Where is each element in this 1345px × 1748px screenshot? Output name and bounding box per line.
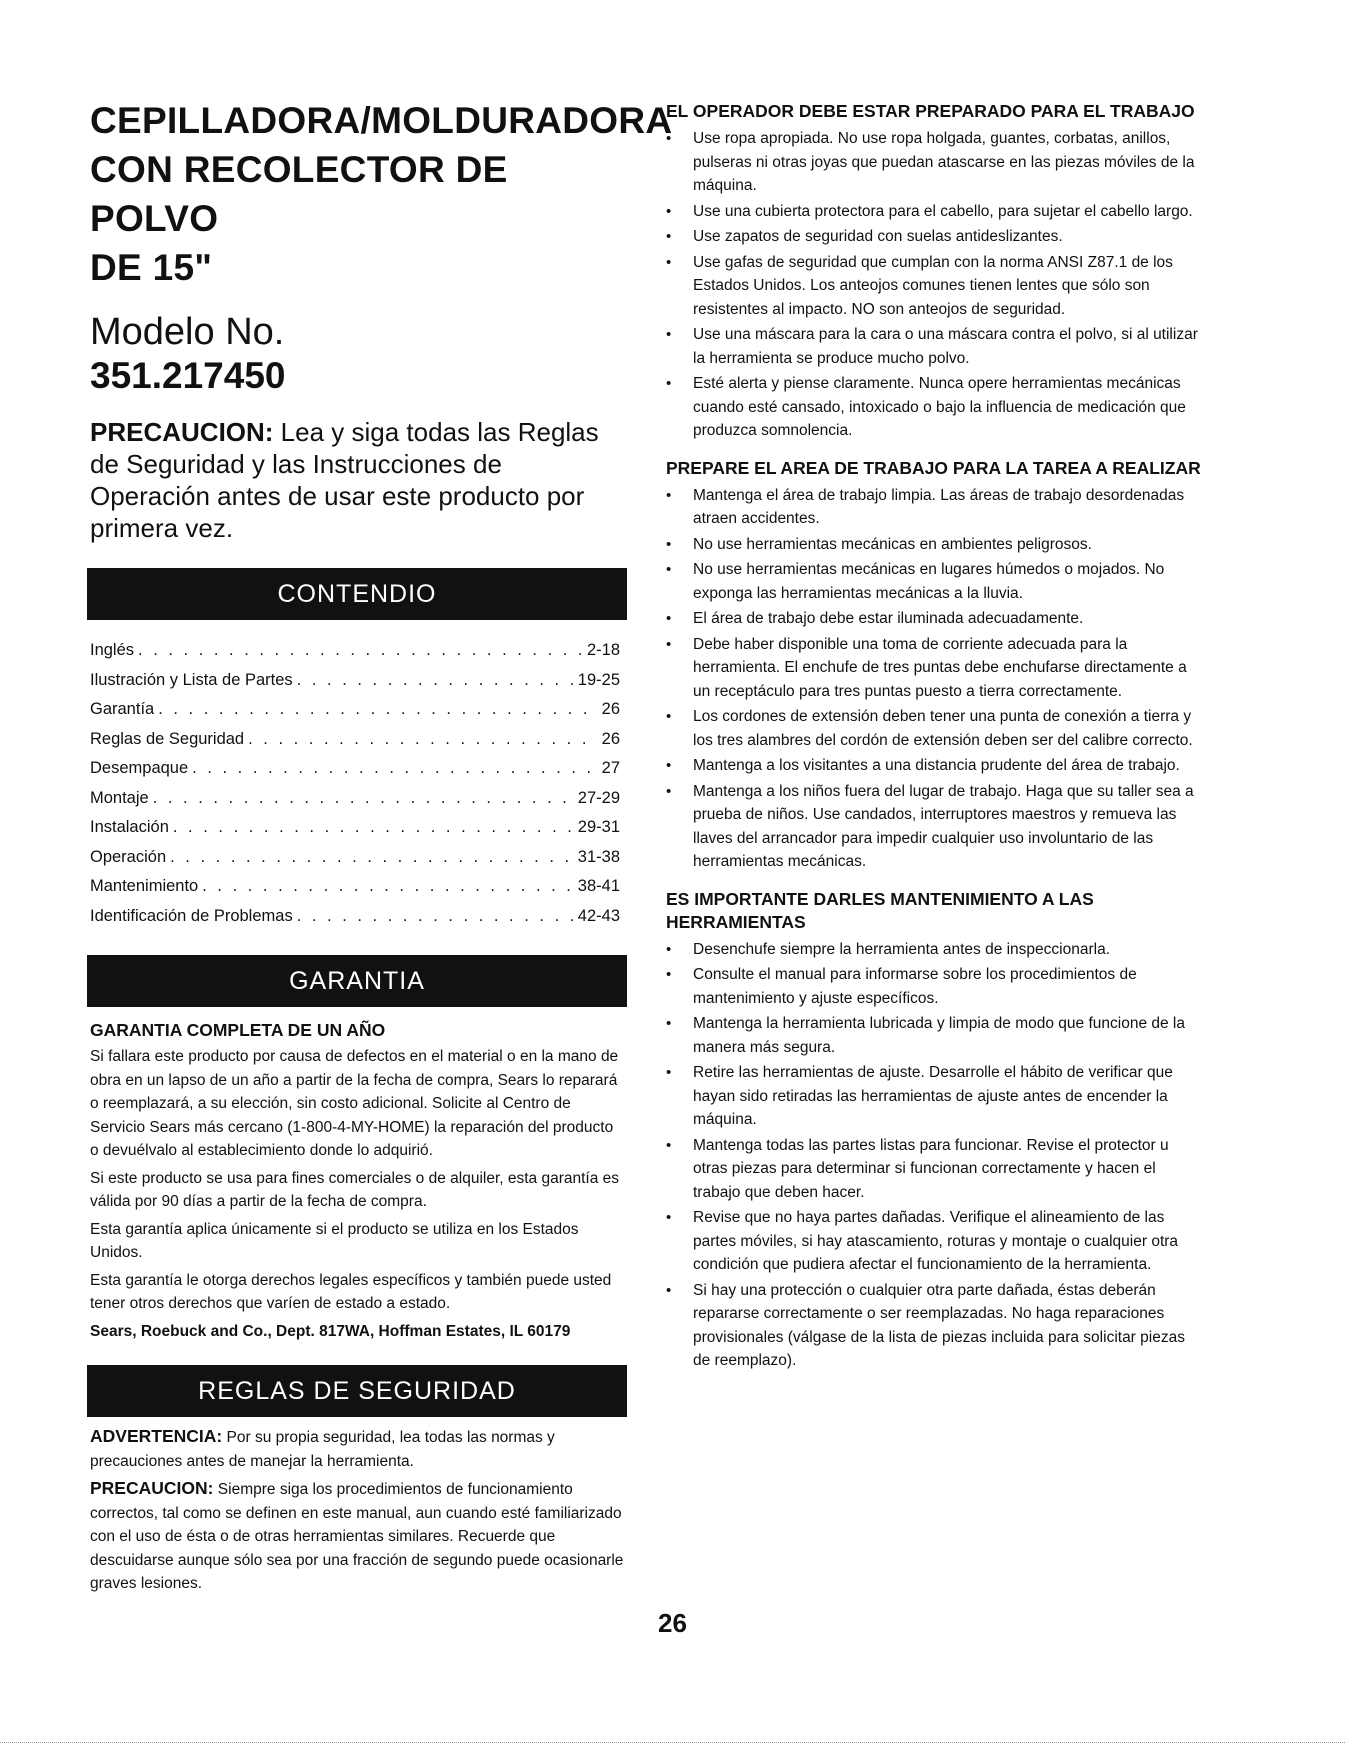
toc-title: Desempaque: [90, 759, 189, 777]
toc-row: [90, 902, 620, 932]
caution-intro-label: PRECAUCION:: [90, 417, 274, 447]
list-item: • El área de trabajo debe estar iluminada adecuadamente.: [666, 607, 1206, 631]
list-item: • Use zapatos de seguridad con suelas antideslizantes.: [666, 225, 1206, 249]
safety-rules-heading: REGLAS DE SEGURIDAD: [87, 1365, 627, 1417]
toc-pages: 19-25: [577, 670, 620, 689]
list-item: • Desenchufe siempre la herramienta antes de inspeccionarla.: [666, 938, 1206, 962]
toc-leader: [138, 636, 583, 666]
toc-leader: [173, 813, 574, 843]
toc-pages: 27-29: [577, 788, 620, 807]
list-item: • Consulte el manual para informarse sobre los procedimientos de mantenimiento y ajuste específicos.: [666, 963, 1206, 1010]
product-title-line-1: CEPILLADORA/MOLDURADORA: [90, 100, 673, 141]
right-column: [666, 100, 1206, 1375]
caution-intro-text: Lea y siga todas las Reglas de Seguridad y las Instrucciones de Operación antes de usar este producto por primera vez.: [90, 417, 599, 543]
toc-row: [90, 784, 620, 814]
toc-pages: 27: [601, 759, 620, 777]
list-item: • Use ropa apropiada. No use ropa holgada, guantes, corbatas, anillos, pulseras ni otras joyas que puedan atascarse en las piezas móviles de la máquina.: [666, 127, 1206, 198]
section-heading-work-area: PREPARE EL AREA DE TRABAJO PARA LA TAREA A REALIZAR: [666, 457, 1201, 478]
product-title-line-2: CON RECOLECTOR DE POLVO: [90, 149, 508, 239]
list-item: • No use herramientas mecánicas en lugares húmedos o mojados. No exponga las herramientas mecánicas a la lluvia.: [666, 558, 1206, 605]
left-column: [90, 96, 673, 1596]
list-item: • Mantenga a los visitantes a una distancia prudente del área de trabajo.: [666, 754, 1206, 778]
toc-pages: 29-31: [577, 818, 620, 836]
product-title-line-3: DE 15": [90, 247, 213, 288]
operator-rules-list: [666, 127, 1206, 443]
toc-pages: 2-18: [586, 641, 620, 659]
page-number: 26: [658, 1608, 687, 1638]
list-item: • Mantenga la herramienta lubricada y limpia de modo que funcione de la manera más segura.: [666, 1012, 1206, 1059]
caution-label: PRECAUCION:: [90, 1478, 214, 1498]
toc-row: [90, 872, 620, 902]
toc-title: Reglas de Seguridad: [90, 729, 245, 748]
warranty-heading: GARANTIA: [87, 955, 627, 1007]
model-number: 351.217450: [90, 355, 286, 396]
toc-title: Garantía: [90, 700, 155, 718]
list-item: • No use herramientas mecánicas en ambientes peligrosos.: [666, 533, 1206, 557]
list-item: • Mantenga a los niños fuera del lugar de trabajo. Haga que su taller sea a prueba de niños. Use candados, interruptores maestros y remueva las llaves del arrancador para impedir cualquier uso involuntario de las herramientas mecánicas.: [666, 780, 1206, 874]
toc-title: Identificación de Problemas: [90, 906, 293, 925]
list-item: • Esté alerta y piense claramente. Nunca opere herramientas mecánicas cuando esté cansado, intoxicado o bajo la influencia de medicación que produzca somnolencia.: [666, 372, 1206, 443]
safety-warning: [90, 1425, 625, 1473]
bottom-divider: [0, 1742, 1345, 1744]
toc-leader: [248, 725, 598, 755]
toc-title: Inglés: [90, 641, 135, 659]
toc-leader: [192, 754, 597, 784]
list-item: • Use gafas de seguridad que cumplan con la norma ANSI Z87.1 de los Estados Unidos. Los anteojos comunes tienen lentes que sólo son resistentes al impacto. NO son anteojos de seguridad.: [666, 251, 1206, 322]
warranty-paragraph: Esta garantía aplica únicamente si el producto se utiliza en los Estados Unidos.: [90, 1220, 579, 1261]
list-item: • Use una cubierta protectora para el cabello, para sujetar el cabello largo.: [666, 200, 1206, 224]
toc-pages: 42-43: [577, 906, 620, 925]
toc-title: Montaje: [90, 788, 149, 807]
work-area-rules-list: [666, 484, 1206, 874]
toc-pages: 38-41: [577, 877, 620, 895]
toc-row: [90, 754, 620, 784]
list-item: • Use una máscara para la cara o una máscara contra el polvo, si al utilizar la herramienta se produce mucho polvo.: [666, 323, 1206, 370]
toc-pages: 26: [601, 729, 620, 748]
list-item: • Si hay una protección o cualquier otra parte dañada, éstas deberán repararse correctamente o ser reemplazadas. No haga reparaciones provisionales (válgase de la lista de piezas incluida para solicitar piezas de reemplazo).: [666, 1279, 1206, 1373]
toc-row: [90, 725, 620, 755]
toc-leader: [297, 902, 574, 932]
toc-row: [90, 813, 620, 843]
maintenance-rules-list: [666, 938, 1206, 1373]
list-item: • Mantenga el área de trabajo limpia. Las áreas de trabajo desordenadas atraen accidentes.: [666, 484, 1206, 531]
warranty-paragraph: Si fallara este producto por causa de defectos en el material o en la mano de obra en un lapso de un año a partir de la fecha de compra, Sears lo reparará o reemplazará, a su elección, sin costo adicional. Solicite al Centro de Servicio Sears más cercano (1-800-4-MY-HOME) la reparación del producto o devuélvalo al establecimiento donde lo adquirió.: [90, 1048, 619, 1159]
warranty-paragraph: Si este producto se usa para fines comerciales o de alquiler, esta garantía es válida por 90 días a partir de la fecha de compra.: [90, 1169, 620, 1210]
toc-title: Instalación: [90, 818, 169, 836]
toc-row: [90, 666, 620, 696]
contents-heading: CONTENDIO: [87, 568, 627, 620]
toc-title: Operación: [90, 847, 167, 866]
warranty-paragraph: Esta garantía le otorga derechos legales específicos y también puede usted tener otros derechos que varíen de estado a estado.: [90, 1271, 612, 1312]
safety-caution: [90, 1477, 625, 1596]
toc-leader: [153, 784, 574, 814]
model-label: Modelo No.: [90, 311, 285, 353]
toc-leader: [170, 843, 574, 873]
toc-pages: 26: [601, 700, 620, 718]
toc-pages: 31-38: [577, 847, 620, 866]
list-item: • Revise que no haya partes dañadas. Verifique el alineamiento de las partes móviles, si hay atascamiento, roturas y montaje o cualquier otra condición que pudiera afectar el funcionamiento de la herramienta.: [666, 1206, 1206, 1277]
warranty-subheading: GARANTIA COMPLETA DE UN AÑO: [90, 1020, 386, 1040]
section-heading-operator: EL OPERADOR DEBE ESTAR PREPARADO PARA EL TRABAJO: [666, 101, 1195, 121]
toc-leader: [297, 666, 574, 696]
toc-leader: [158, 695, 597, 725]
caution-intro: [90, 416, 625, 544]
toc-row: [90, 636, 620, 666]
toc-row: [90, 695, 620, 725]
caution-text: Siempre siga los procedimientos de funcionamiento correctos, tal como se definen en este manual, aun cuando esté familiarizado con el uso de ésta o de otras herramientas similares. Recuerde que descuidarse aunque sólo sea por una fracción de segundo puede ocasionarle graves lesiones.: [90, 1481, 624, 1592]
list-item: • Los cordones de extensión deben tener una punta de conexión a tierra y los tres alambres del cordón de extensión deben ser del calibre correcto.: [666, 705, 1206, 752]
warranty-address: Sears, Roebuck and Co., Dept. 817WA, Hoffman Estates, IL 60179: [90, 1322, 571, 1340]
list-item: • Debe haber disponible una toma de corriente adecuada para la herramienta. El enchufe de tres puntas debe enchufarse directamente a un receptáculo para tres puntas puesto a tierra correctamente.: [666, 633, 1206, 704]
toc-leader: [202, 872, 574, 902]
warning-text: Por su propia seguridad, lea todas las normas y precauciones antes de manejar la herramienta.: [90, 1429, 555, 1470]
list-item: • Retire las herramientas de ajuste. Desarrolle el hábito de verificar que hayan sido retiradas las herramientas de ajuste antes de encender la máquina.: [666, 1061, 1206, 1132]
toc-row: [90, 843, 620, 873]
toc-title: Mantenimiento: [90, 877, 199, 895]
section-heading-maintenance: ES IMPORTANTE DARLES MANTENIMIENTO A LAS HERRAMIENTAS: [666, 888, 1094, 932]
warning-label: ADVERTENCIA:: [90, 1426, 223, 1446]
toc-title: Ilustración y Lista de Partes: [90, 670, 293, 689]
list-item: • Mantenga todas las partes listas para funcionar. Revise el protector u otras piezas para determinar si funcionan correctamente y hacen el trabajo que deben hacer.: [666, 1134, 1206, 1205]
table-of-contents: [90, 636, 620, 931]
